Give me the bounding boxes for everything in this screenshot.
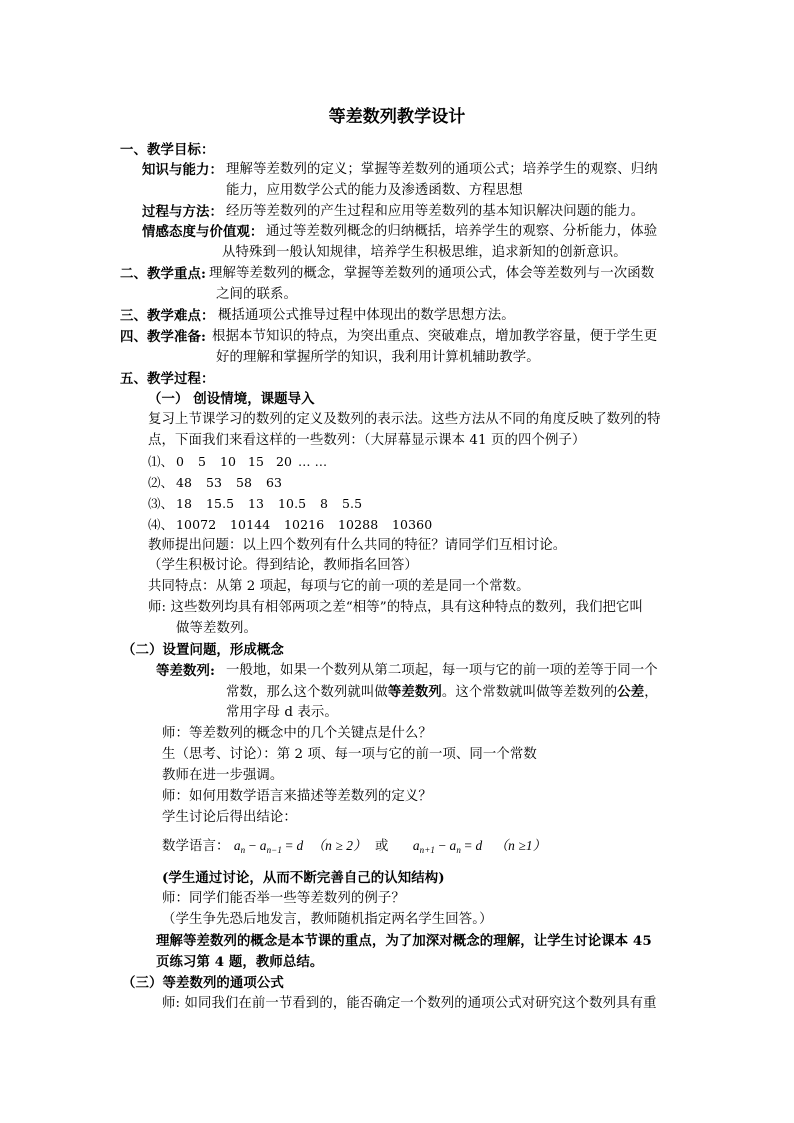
- formula-operator: −: [434, 838, 450, 853]
- section-3-heading: 三、教学难点：: [120, 308, 215, 324]
- part-3-heading: （三）等差数列的通项公式: [122, 975, 284, 991]
- page-title: 等差数列教学设计: [328, 107, 466, 127]
- teacher-question-4: 师：同学们能否举一些等差数列的例子？: [162, 891, 405, 906]
- formula-symbol: a: [233, 838, 241, 853]
- student-answer: 生（思考、讨论）：第 2 项、每一项与它的前一项、同一个常数: [162, 747, 537, 762]
- sequence-term: 48: [176, 475, 193, 490]
- formula-2: [413, 838, 483, 853]
- part-2-heading: （二）设置问题，形成概念: [122, 642, 284, 658]
- sequence-term: 5.5: [342, 496, 363, 511]
- definition-text-end: 常用字母 d 表示。: [226, 705, 338, 720]
- goal-2-label: 过程与方法：: [142, 204, 223, 220]
- sequence-term: 53: [206, 475, 223, 490]
- definition-text: 一般地，如果一个数列从第二项起，每一项与它的前一项的差等于同一个: [226, 663, 658, 678]
- sequence-2: [148, 473, 282, 493]
- sequence-term: … …: [298, 454, 328, 469]
- sequence-term: 10360: [392, 517, 433, 532]
- section-4-text-cont: 好的理解和掌握所学的知识，我利用计算机辅助教学。: [216, 350, 540, 365]
- student-conclusion: 学生讨论后得出结论：: [162, 810, 297, 825]
- teacher-question-2: 师：等差数列的概念中的几个关键点是什么？: [162, 726, 432, 741]
- formula-subscript: n: [456, 845, 461, 855]
- sequence-term: 0: [176, 454, 185, 469]
- teacher-remark-3: 师: 如同我们在前一节看到的，能否确定一个数列的通项公式对研究这个数列具有重: [162, 996, 657, 1011]
- sequence-label: ⑴、: [148, 454, 174, 469]
- section-4-text: 根据本节知识的特点，为突出重点、突破难点，增加教学容量，便于学生更: [212, 329, 658, 344]
- section-3-text: 概括通项公式推导过程中体现出的数学思想方法。: [218, 308, 515, 323]
- sequence-term: 8: [320, 496, 329, 511]
- teacher-question-3: 师：如何用数学语言来描述等差数列的定义？: [162, 789, 432, 804]
- sequence-term: 63: [266, 475, 283, 490]
- formula-symbol: d: [296, 838, 304, 853]
- sequence-4: [148, 515, 432, 535]
- goal-3-label: 情感态度与价值观：: [142, 224, 264, 240]
- part-1-paragraph-cont: 点，下面我们来看这样的一些数列：（大屏幕显示课本 41 页的四个例子）: [148, 433, 586, 448]
- sequence-term: 10144: [230, 517, 271, 532]
- sequence-term: 10072: [176, 517, 217, 532]
- sequence-3: [148, 494, 362, 514]
- term-arithmetic-sequence: 等差数列: [387, 684, 442, 700]
- definition-label: 等差数列:: [156, 663, 216, 679]
- goal-1-label: 知识与能力：: [142, 162, 223, 178]
- student-response: （学生争先恐后地发言，教师随机指定两名学生回答。）: [162, 912, 493, 927]
- definition-text-cont: [226, 682, 658, 703]
- formula-subscript: n: [240, 845, 246, 855]
- goal-1-text-cont: 能力，应用数学公式的能力及渗透函数、方程思想: [226, 183, 523, 198]
- definition-fragment: 。这个常数就叫做等差数列的: [441, 685, 618, 700]
- formula-symbol: d: [475, 838, 483, 853]
- sequence-label: ⑷、: [148, 517, 174, 532]
- teacher-remark-cont: 做等差数列。: [176, 621, 257, 636]
- definition-fragment: 常数，那么这个数列就叫做: [226, 685, 388, 700]
- part-1-heading: （一） 创设情境，课题导入: [148, 391, 315, 407]
- section-1-heading: 一、教学目标：: [120, 142, 215, 158]
- teacher-question: 教师提出问题：以上四个数列有什么共同的特征？请同学们互相讨论。: [148, 538, 567, 553]
- or-word: 或: [374, 839, 389, 854]
- section-2-heading: 二、教学重点:: [120, 266, 206, 282]
- section-4-heading: 四、教学准备:: [120, 329, 206, 345]
- goal-1-text: 理解等差数列的定义；掌握等差数列的通项公式；培养学生的观察、归纳: [226, 162, 658, 177]
- section-2-text: 理解等差数列的概念，掌握等差数列的通项公式，体会等差数列与一次函数: [209, 266, 655, 281]
- sequence-label: ⑶、: [148, 496, 174, 511]
- formula-symbol: a: [412, 838, 420, 853]
- formula-operator: −: [245, 838, 260, 853]
- sequence-term: 5: [198, 454, 207, 469]
- sequence-term: 15: [248, 454, 265, 469]
- sequence-term: 15.5: [206, 496, 235, 511]
- sequence-term: 10: [220, 454, 237, 469]
- math-language-label: 数学语言：: [162, 839, 230, 854]
- formula-operator: =: [460, 838, 476, 853]
- formula-symbol: a: [259, 838, 267, 853]
- bold-note-1: (学生通过讨论，从而不断完善自己的认知结构): [162, 870, 445, 886]
- goal-3-text-cont: 从特殊到一般认知规律，培养学生积极思维，追求新知的创新意识。: [222, 245, 627, 260]
- sequence-term: 10216: [284, 517, 325, 532]
- sequence-term: 10288: [338, 517, 379, 532]
- common-feature: 共同特点：从第 2 项起，每项与它的前一项的差是同一个常数。: [148, 579, 530, 594]
- section-2-text-cont: 之间的联系。: [216, 287, 297, 302]
- sequence-term: 13: [248, 496, 265, 511]
- bold-note-2-cont: 页练习第 4 题，教师总结。: [156, 954, 324, 970]
- formula-subscript: n+1: [419, 845, 435, 855]
- sequence-term: 58: [236, 475, 253, 490]
- teacher-emphasis: 教师在进一步强调。: [162, 768, 284, 783]
- sequence-label: ⑵、: [148, 475, 174, 490]
- formula-1-condition: （n ≥ 2）: [311, 838, 367, 853]
- formula-1: [234, 838, 304, 853]
- formula-operator: =: [281, 838, 297, 853]
- sequence-term: 18: [176, 496, 193, 511]
- bold-note-2: 理解等差数列的概念是本节课的重点，为了加深对概念的理解，让学生讨论课本 45: [156, 933, 652, 949]
- sequence-term: 20: [276, 454, 293, 469]
- formula-2-condition: （n ≥1）: [494, 838, 547, 853]
- section-5-heading: 五、教学过程：: [120, 371, 215, 387]
- goal-2-text: 经历等差数列的产生过程和应用等差数列的基本知识解决问题的能力。: [226, 204, 645, 219]
- formula-subscript: n−1: [266, 845, 282, 855]
- sequence-term: 10.5: [278, 496, 307, 511]
- term-common-difference: 公差: [617, 684, 645, 700]
- definition-fragment: ，: [644, 685, 658, 700]
- math-language-line: [162, 836, 546, 857]
- sequence-1: [148, 452, 327, 472]
- goal-3-text: 通过等差数列概念的归纳概括，培养学生的观察、分析能力，体验: [266, 224, 658, 239]
- part-1-paragraph: 复习上节课学习的数列的定义及数列的表示法。这些方法从不同的角度反映了数列的特: [148, 412, 661, 427]
- teacher-remark: 师: 这些数列均具有相邻两项之差“相等”的特点，具有这种特点的数列，我们把它叫: [148, 600, 644, 615]
- formula-symbol: a: [449, 838, 457, 853]
- student-discussion: （学生积极讨论。得到结论，教师指名回答）: [148, 558, 418, 573]
